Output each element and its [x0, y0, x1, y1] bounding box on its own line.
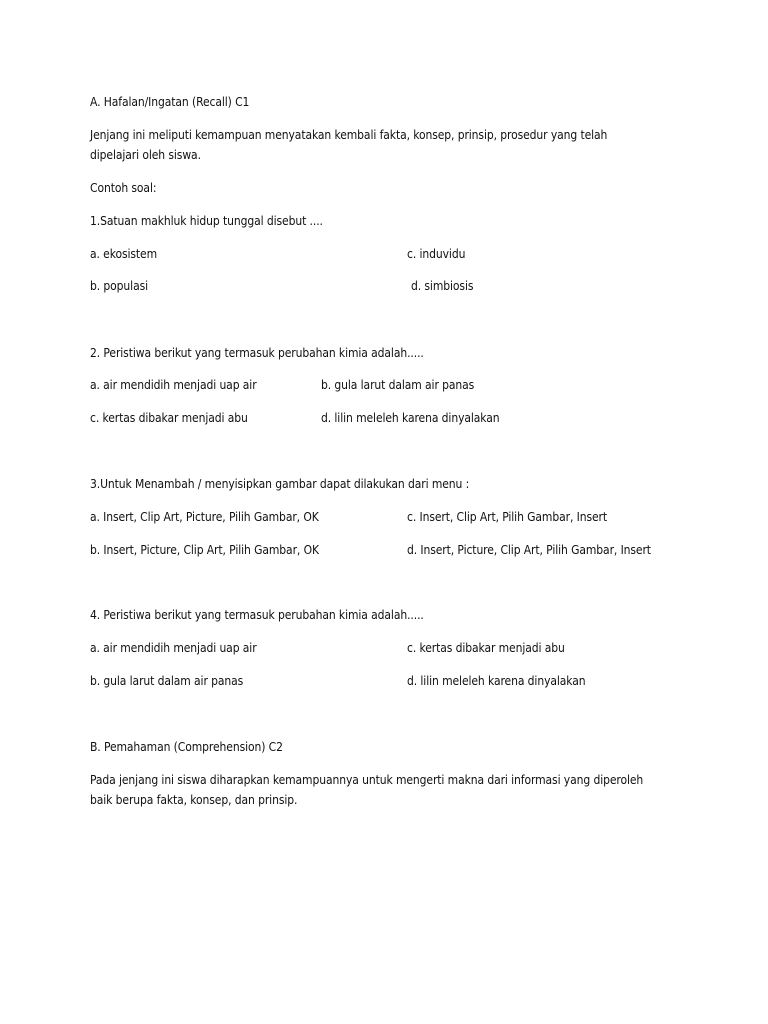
q4-option-b: b. gula larut dalam air panas — [90, 674, 244, 688]
section-a-description-line1: Jenjang ini meliputi kemampuan menyatakan kembali fakta, konsep, prinsip, prosedur yang telah — [90, 128, 608, 142]
q2-question: 2. Peristiwa berikut yang termasuk perubahan kimia adalah..... — [90, 346, 424, 360]
q2-option-d: d. lilin meleleh karena dinyalakan — [321, 411, 500, 425]
q1-option-a: a. ekosistem — [90, 247, 157, 261]
q2-option-a: a. air mendidih menjadi uap air — [90, 378, 257, 392]
q3-option-c: c. Insert, Clip Art, Pilih Gambar, Insert — [407, 510, 607, 524]
q2-option-b: b. gula larut dalam air panas — [321, 378, 475, 392]
q3-option-b: b. Insert, Picture, Clip Art, Pilih Gambar, OK — [90, 543, 319, 557]
q4-option-c: c. kertas dibakar menjadi abu — [407, 641, 565, 655]
section-b-description-line1: Pada jenjang ini siswa diharapkan kemampuannya untuk mengerti makna dari informasi yang diperoleh — [90, 773, 644, 787]
q3-option-d: d. Insert, Picture, Clip Art, Pilih Gambar, Insert — [407, 543, 651, 557]
q3-option-a: a. Insert, Clip Art, Picture, Pilih Gambar, OK — [90, 510, 319, 524]
section-b-heading: B. Pemahaman (Comprehension) C2 — [90, 740, 283, 754]
q1-question: 1.Satuan makhluk hidup tunggal disebut .... — [90, 214, 323, 228]
q2-option-c: c. kertas dibakar menjadi abu — [90, 411, 248, 425]
q4-question: 4. Peristiwa berikut yang termasuk perubahan kimia adalah..... — [90, 608, 424, 622]
example-label: Contoh soal: — [90, 181, 157, 195]
q3-question: 3.Untuk Menambah / menyisipkan gambar dapat dilakukan dari menu : — [90, 477, 470, 491]
q1-option-d: d. simbiosis — [411, 279, 474, 293]
q1-option-c: c. induvidu — [407, 247, 466, 261]
q4-option-a: a. air mendidih menjadi uap air — [90, 641, 257, 655]
q1-option-b: b. populasi — [90, 279, 149, 293]
section-a-heading: A. Hafalan/Ingatan (Recall) C1 — [90, 95, 250, 109]
section-b-description-line2: baik berupa fakta, konsep, dan prinsip. — [90, 793, 298, 807]
q4-option-d: d. lilin meleleh karena dinyalakan — [407, 674, 586, 688]
section-a-description-line2: dipelajari oleh siswa. — [90, 148, 201, 162]
